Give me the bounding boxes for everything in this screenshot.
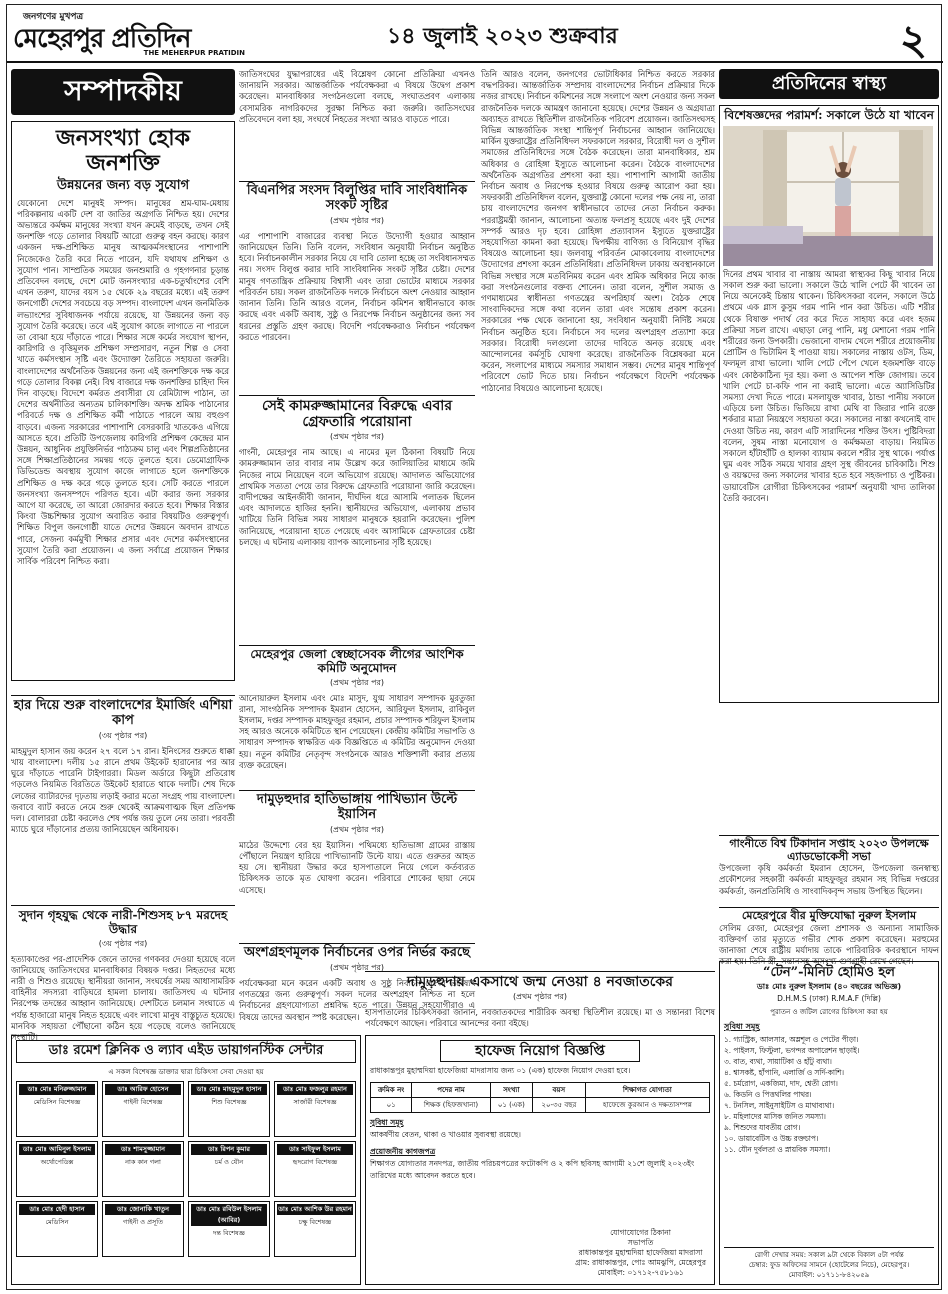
- homeo-title: “টেন”-মিনিট হোমিও হল: [763, 965, 895, 980]
- page-number: ২: [899, 15, 927, 64]
- doctor-card: [188, 1141, 270, 1197]
- doctor-specialty: নাক কান গলা: [125, 1157, 161, 1166]
- homeo-list-item: ১০. ডায়াবেটিস ও উচ্চ রক্তচাপ।: [724, 1133, 819, 1143]
- kamaruzzaman-body: গাংনী, মেহেরপুর নাম আছে। এ নামের মূল ঠিকানা বিষয়টি নিয়ে কামরুজ্জামান তার বাবার নাম উল্লেখ করে জালিয়াতির মাধ্যমে জমি নিজের নামে নিয়েছেন বলে অভিযোগ রয়েছে। আদালত অভিযোগের প্রাথমিক সত্যতা পেয়ে তার বিরুদ্ধে গ্রেফতারি পরোয়ানা জারি করেছেন। বাদীপক্ষের আইনজীবী জানান, দীর্ঘদিন ধরে আসামি পলাতক ছিলেন এবং আদালতে হাজির হননি। স্থানীয়দের অভিযোগ, এলাকায় প্রভাব খাটিয়ে তিনি বিভিন্ন সময় সাধারণ মানুষকে হয়রানি করেছেন। পুলিশ জানিয়েছে, পরোয়ানা হাতে পেয়েছে এবং আসামিকে গ্রেফতারের চেষ্টা চলছে। এ ঘটনায় এলাকায় ব্যাপক আলোচনার সৃষ্টি হয়েছে।: [239, 447, 475, 547]
- homeo-list-item: ৭. টনসিল, সাইনুসাইটিস ও মাথাব্যথা।: [724, 1100, 835, 1110]
- doctor-name: ডাঃ মোঃ মনিরুজ্জামান: [19, 1084, 95, 1095]
- vaccine-article: [719, 835, 939, 905]
- notice-cell: হাফেজে কুরআন ও দক্ষতাসম্পন্ন: [585, 1098, 709, 1113]
- clinic-address: এ সকল বিশেষজ্ঞ ডাক্তার দ্বারা চিকিৎসা সেবা দেওয়া হয়: [108, 1067, 264, 1076]
- notice-table-row: [371, 1098, 710, 1113]
- notice-table: [370, 1082, 710, 1113]
- homeo-list-item: ২. পাইলস, ফিস্টুলা, ভগন্দর অপারেশন ছাড়াই।: [724, 1045, 860, 1055]
- doctor-card: [188, 1201, 270, 1257]
- notice-col-qualification: শিক্ষাগত যোগ্যতা: [585, 1083, 709, 1098]
- doctor-name: ডাঃ আরিফ হোসেন: [105, 1084, 181, 1095]
- editorial-banner: সম্পাদকীয়: [11, 69, 235, 115]
- homeo-degree: D.H.M.S (ঢাকা) R.M.A.F (দিল্লি): [777, 993, 881, 1003]
- damurhuda-headline: দামুড়হুদার হাতিভাঙ্গায় পাখিভ্যান উল্টে ইয়াসিন: [256, 792, 458, 822]
- signer-label: যোগাযোগের ঠিকানা: [610, 1228, 671, 1237]
- masthead: [7, 5, 943, 63]
- homeo-subtitle: পুরাতন ও জটিল রোগের চিকিৎসা করা হয়: [770, 1007, 888, 1016]
- newborn-body: হাসপাতালের চিকিৎসকরা জানান, নবজাতকদের শারীরিক অবস্থা স্থিতিশীল রয়েছে। মা ও সন্তানরা বিশেষ পর্যবেক্ষণে আছেন। পরিবারে আনন্দের বন্যা বইছে।: [365, 1007, 715, 1029]
- newspaper-logo: [13, 9, 253, 59]
- editorial-subhead: উন্নয়নের জন্য বড় সুযোগ: [56, 177, 190, 193]
- right-top-body: তিনি আরও বলেন, জনগণের ভোটাধিকার নিশ্চিত করতে সরকার বদ্ধপরিকর। আন্তর্জাতিক সম্প্রদায় বাংলাদেশের নির্বাচন প্রক্রিয়ার দিকে নজর রাখছে। নির্বাচন কমিশনের সঙ্গে সংলাপে অংশ নেওয়ার জন্য সকল রাজনৈতিক দলকে আমন্ত্রণ জানানো হয়েছে। দেশের উন্নয়ন ও অগ্রযাত্রা অব্যাহত রাখতে স্থিতিশীল রাজনৈতিক পরিবেশ প্রয়োজন। জাতিসংঘসহ বিভিন্ন আন্তর্জাতিক সংস্থা শান্তিপূর্ণ নির্বাচনের আহ্বান জানিয়েছে। মার্কিন যুক্তরাষ্ট্রের প্রতিনিধিদল সফরকালে সরকার, বিরোধী দল ও সুশীল সমাজের প্রতিনিধিদের সঙ্গে বৈঠক করেছেন। তারা মানবাধিকার, শ্রম অধিকার ও রোহিঙ্গা ইস্যুতে আলোচনা করেন। বৈঠকে বাংলাদেশের অর্থনৈতিক অগ্রগতির প্রশংসা করা হয়। পাশাপাশি আগামী জাতীয় নির্বাচন অবাধ ও নিরপেক্ষ হওয়ার বিষয়ে গুরুত্ব আরোপ করা হয়। সফরকারী প্রতিনিধিদল বলেন, যুক্তরাষ্ট্র কোনো দলের পক্ষ নেয় না, তারা চায় বাংলাদেশের জনগণ স্বাধীনভাবে তাদের নেতা নির্বাচন করুক। পররাষ্ট্রমন্ত্রী জানান, আলোচনা অত্যন্ত ফলপ্রসূ হয়েছে এবং দুই দেশের সম্পর্ক আরও দৃঢ় হবে। রোহিঙ্গা প্রত্যাবাসন ইস্যুতে যুক্তরাষ্ট্রের সহযোগিতা কামনা করা হয়েছে। দ্বিপক্ষীয় বাণিজ্য ও বিনিয়োগ বৃদ্ধির বিষয়েও আলোচনা হয়। জলবায়ু পরিবর্তন মোকাবেলায় বাংলাদেশের উদ্যোগের প্রশংসা করেন প্রতিনিধিরা। প্রতিনিধিদল ঢাকায় অবস্থানকালে বিভিন্ন সংস্থার সঙ্গে মতবিনিময় করেন এবং শ্রমিক অধিকার নিয়ে কাজ করা সংগঠনগুলোর বক্তব্য শোনেন। তারা বলেন, সুশীল সমাজ ও গণমাধ্যমের স্বাধীনতা গণতন্ত্রের অপরিহার্য অংশ। বৈঠক শেষে সাংবাদিকদের সঙ্গে কথা বলেন তারা এবং সন্তোষ প্রকাশ করেন। সরকারের পক্ষ থেকে জানানো হয়, সংবিধান অনুযায়ী নির্দিষ্ট সময়ে নির্বাচন অনুষ্ঠিত হবে। নির্বাচনে সব দলের অংশগ্রহণ প্রত্যাশা করে সরকার। বিরোধী দলগুলো তাদের দাবিতে অনড় রয়েছে এবং আন্দোলনের কর্মসূচি ঘোষণা করেছে। রাজনৈতিক বিশ্লেষকরা মনে করেন, সংলাপের মাধ্যমে সমস্যার সমাধান সম্ভব। দেশের মানুষ শান্তিপূর্ণ পরিবেশে ভোট দিতে চায়। নির্বাচন পর্যবেক্ষণে বিদেশি পর্যবেক্ষক পাঠানোর বিষয়েও আলোচনা হয়েছে।: [481, 69, 715, 393]
- homeo-list-item: ৫. চর্মরোগ, একজিমা, দাদ, শ্বেতী রোগ।: [724, 1078, 838, 1088]
- doctor-name: ডাঃ জোনাকি খাতুন: [105, 1204, 181, 1215]
- notice-col-count: সংখ্যা: [490, 1083, 532, 1098]
- homeo-list-item: ৩. বাত, ব্যথা, সায়াটিকা ও হাঁটু ব্যথা।: [724, 1056, 832, 1066]
- editorial-headline: জনসংখ্যা হোক জনশক্তি: [56, 125, 190, 177]
- doctor-card: [16, 1081, 98, 1137]
- health-banner: প্রতিদিনের স্বাস্থ্য: [719, 69, 939, 99]
- doctor-card: [274, 1141, 356, 1197]
- freedom-fighter-body: সেলিম রেজা, মেহেরপুর জেলা প্রশাসক ও অন্যান্য সামাজিক ব্যক্তিবর্গ তার মৃত্যুতে গভীর শোক প্রকাশ করেছেন। মরহুমের জানাজা শেষে রাষ্ট্রীয় মর্যাদায় তাকে পারিবারিক কবরস্থানে দাফন করা হয়। তিনি স্ত্রী, সন্তানসহ অসংখ্য গুণগ্রাহী রেখে গেছেন।: [719, 922, 939, 967]
- benefits-text: আকর্ষণীয় বেতন, থাকা ও খাওয়ার সুব্যবস্থা রয়েছে।: [370, 1130, 521, 1140]
- homeo-list: [724, 1034, 934, 1155]
- clinic-ad: [11, 1035, 361, 1285]
- homeo-ad: [719, 961, 939, 1285]
- homeo-doctor: ডাঃ মোঃ নুরুল ইসলাম (৪০ বছরের অভিজ্ঞ): [756, 981, 902, 991]
- election-dateline: (প্রথম পৃষ্ঠার পর): [329, 962, 385, 972]
- asia-cup-body: মাহমুদুল হাসান জয় করেন ২৭ বলে ১৭ রান। ইনিংসের শুরুতে ধাক্কা খায় বাংলাদেশ। দলীয় ১৫ রানে প্রথম উইকেট হারানোর পর আর ঘুরে দাঁড়াতে পারেনি টাইগাররা। মিডল অর্ডারে কিছুটা প্রতিরোধ গড়লেও নিয়মিত বিরতিতে উইকেট হারাতে থাকে দলটি। শেষ দিকে লেজের ব্যাটারদের দৃঢ়তায় লড়াই করার মতো সংগ্রহ পায় বাংলাদেশ। জবাবে ব্যাট করতে নেমে শুরু থেকেই আক্রমণাত্মক ছিল প্রতিপক্ষ দল। বোলাররা চেষ্টা করলেও শেষ পর্যন্ত জয় তুলে নেয় তারা। পরবর্তী ম্যাচে ঘুরে দাঁড়ানোর প্রত্যয় জানিয়েছেন অধিনায়ক।: [11, 745, 235, 835]
- editorial-body: যেকোনো দেশে মানুষই সম্পদ। মানুষের শ্রম-ঘাম-মেধায় পরিকল্পনায় একটি দেশ বা জাতির অগ্রগতি নিশ্চিত হয়। দেশের অভ্যন্তরে কর্মক্ষম মানুষের সংখ্যা যখন ক্রমেই বাড়ছে, তখন সেই জনশক্তি গড়ে তোলার বিষয়টি আরো গুরুত্ব বহন করছে। কারণ একজন দক্ষ-প্রশিক্ষিত মানুষ আত্মকর্মসংস্থানের পাশাপাশি নিজেকেও তৈরি করে নিতে পারেন, যদি যথাযথ প্রশিক্ষণ ও সুযোগ পান। সাম্প্রতিক সময়ের জনশুমারি ও গৃহগণনার চূড়ান্ত প্রতিবেদন বলছে, দেশে মোট জনসংখ্যার এক-চতুর্থাংশের বেশি এখন তরুণ, যাদের বয়স ১৫ থেকে ২৯ বছরের মধ্যে। এই তরুণ জনগোষ্ঠী দেশের সবচেয়ে বড় সম্পদ। বাংলাদেশ এখন জনমিতিক লভ্যাংশের সুবিধাজনক পর্যায়ে রয়েছে, যা উন্নয়নের জন্য বড় সুযোগ তৈরি করেছে। তবে এই সুযোগ কাজে লাগাতে না পারলে তা বোঝা হয়ে দাঁড়াতে পারে। শিক্ষার সঙ্গে কর্মের সংযোগ স্থাপন, কারিগরি ও বৃত্তিমূলক প্রশিক্ষণ সম্প্রসারণ, নতুন শিল্প ও সেবা খাতে কর্মসংস্থান সৃষ্টি এবং উদ্যোক্তা তৈরিতে সহায়তা জরুরি। বাংলাদেশের অর্থনৈতিক উন্নয়নের জন্য এই জনশক্তিকে দক্ষ করে গড়ে তোলার বিকল্প নেই। বিশ্ব বাজারে দক্ষ জনশক্তির চাহিদা দিন দিন বাড়ছে। বিদেশে কর্মরত প্রবাসীরা যে রেমিট্যান্স পাঠান, তা দেশের অর্থনীতির অন্যতম চালিকাশক্তি। অদক্ষ শ্রমিক পাঠানোর পরিবর্তে দক্ষ ও প্রশিক্ষিত কর্মী পাঠাতে পারলে আয় বহুগুণ বাড়বে। এজন্য সরকারের পাশাপাশি বেসরকারি খাতকেও এগিয়ে আসতে হবে। প্রতিটি উপজেলায় কারিগরি প্রশিক্ষণ কেন্দ্রের মান উন্নয়ন, আধুনিক প্রযুক্তিনির্ভর পাঠ্যক্রম চালু এবং শিল্পপ্রতিষ্ঠানের সঙ্গে শিক্ষাপ্রতিষ্ঠানের সমন্বয় গড়ে তুলতে হবে। ডেমোগ্রাফিক ডিভিডেন্ড অবস্থায় সুযোগ কাজে লাগাতে হলে জনশক্তিকে প্রশিক্ষিত ও দক্ষ করে গড়ে তুলতে হবে। সেটি করতে পারলে জনসংখ্যা জনসম্পদে পরিণত হবে। এটা করার জন্য সরকার আগে যা করেছে, তা আরো জোরদার করতে হবে। শিক্ষার বিস্তার কিংবা উচ্চশিক্ষার সুযোগ অবারিত করার বিষয়টিও গুরুত্বপূর্ণ। শিক্ষিত বিপুল জনগোষ্ঠী যাতে দেশের উন্নয়নে অবদান রাখতে পারে, সেজন্য কর্মমুখী শিক্ষার প্রসার এবং দেশের কর্মসংস্থানের সুযোগ তৈরি করা প্রয়োজন। এ জন্য সর্বাগ্রে প্রয়োজন শিক্ষার সার্বিক পরিবেশ নিশ্চিত করা।: [17, 197, 229, 567]
- health-headline: বিশেষজ্ঞদের পরামর্শ: সকালে উঠে যা খাবেন: [724, 108, 934, 122]
- notice-cell: শিক্ষক (হিফজখানা): [412, 1098, 490, 1113]
- doctor-card: [102, 1201, 184, 1257]
- election-body: পর্যবেক্ষকরা মনে করেন একটি অবাধ ও সুষ্ঠু নির্বাচন দেশের ভবিষ্যৎ গণতন্ত্রের জন্য গুরুত্বপূর্ণ। সকল দলের অংশগ্রহণ নিশ্চিত না হলে নির্বাচনের গ্রহণযোগ্যতা প্রশ্নবিদ্ধ হতে পারে। উন্নয়ন সহযোগীরাও এ বিষয়ে তাদের অবস্থান স্পষ্ট করেছেন।: [239, 977, 475, 1022]
- doctor-specialty: দন্ত বিশেষজ্ঞ: [213, 1228, 245, 1237]
- election-headline: অংশগ্রহণমূলক নির্বাচনের ওপর নির্ভর করছে: [244, 945, 470, 960]
- health-section: [719, 69, 939, 709]
- newborn-article: [365, 971, 715, 1031]
- signer-address: গ্রাম: রাধাকান্তপুর, পোঃ আমঝুপি, মেহেরপুর: [575, 1258, 706, 1267]
- benefits-title: সুবিধা সমূহ: [370, 1118, 404, 1128]
- doctor-name: ডাঃ মোঃ আমিনুল ইসলাম: [19, 1144, 95, 1155]
- damurhuda-body: মাঠের উদ্দেশ্যে বের হয় ইয়াসিন। পথিমধ্যে হাতিভাঙ্গা গ্রামের রাস্তায় পৌঁছালে নিয়ন্ত্রণ হারিয়ে পাখিভ্যানটি উল্টে যায়। এতে গুরুতর আহত হয় সে। স্থানীয়রা উদ্ধার করে হাসপাতালে নিয়ে গেলে কর্তব্যরত চিকিৎসক তাকে মৃত ঘোষণা করেন। পরিবারে শোকের ছায়া নেমে এসেছে।: [239, 839, 475, 895]
- freedom-fighter-article: [719, 907, 939, 967]
- right-top-article: [481, 69, 715, 969]
- notice-title: হাফেজ নিয়োগ বিজ্ঞপ্তি: [440, 1040, 640, 1062]
- newborn-dateline: (প্রথম পৃষ্ঠার পর): [512, 992, 568, 1002]
- doctor-card: [16, 1141, 98, 1197]
- vaccine-body: উপজেলা কৃষি কর্মকর্তা ইমরান হোসেন, উপজেলা জনস্বাস্থ্য প্রকৌশলের সহকারী কর্মকর্তা মাহফুজুর রহমান সহ বিভিন্ন দপ্তরের কর্মকর্তা, জনপ্রতিনিধি ও সাংবাদিকবৃন্দ সভায় উপস্থিত ছিলেন।: [719, 863, 939, 896]
- kamaruzzaman-dateline: (প্রথম পৃষ্ঠার পর): [329, 432, 385, 442]
- newspaper-english-name: THE MEHERPUR PRATIDIN: [143, 49, 245, 57]
- doctor-name: ডাঃ সাইফুল ইসলাম: [277, 1144, 353, 1155]
- asia-cup-article: [11, 695, 235, 900]
- doctor-card: [102, 1081, 184, 1137]
- kamaruzzaman-headline: সেই কামরুজ্জামানের বিরুদ্ধে এবার গ্রেফতারি পরোয়ানা: [261, 398, 453, 431]
- doctor-specialty: শিশু বিশেষজ্ঞ: [211, 1097, 247, 1106]
- rescue-article: [11, 905, 235, 1043]
- woman-stretching-image: [723, 126, 933, 266]
- homeo-list-item: ৮. মহিলাদের মাসিক জনিত সমস্যা।: [724, 1111, 826, 1121]
- doctor-name: ডাঃ রিপন কুমার: [191, 1144, 267, 1155]
- health-box: [719, 105, 939, 703]
- doctor-specialty: চক্ষু বিশেষজ্ঞ: [298, 1217, 332, 1226]
- bnp-headline: বিএনপির সংসদ বিলুপ্তির দাবি সাংবিধানিক সংকট সৃষ্টির: [246, 183, 468, 213]
- homeo-list-title: সুবিধা সমূহ: [724, 1021, 760, 1031]
- doctor-grid: [16, 1081, 356, 1257]
- editorial-box: [11, 121, 235, 681]
- asia-cup-dateline: (৩য় পৃষ্ঠার পর): [98, 730, 148, 740]
- doctor-specialty: চর্ম ও যৌন: [214, 1157, 244, 1166]
- freedom-fighter-headline: মেহেরপুরে বীর মুক্তিযোদ্ধা নুরুল ইসলাম: [741, 909, 917, 922]
- damurhuda-article: [239, 790, 475, 940]
- doctor-specialty: গাইনী ও প্রসূতি: [122, 1217, 164, 1226]
- issue-date: ১৪ জুলাই ২০২৩ শুক্রবার: [387, 23, 618, 49]
- doctor-name: ডাঃ শামসুজ্জামান: [105, 1144, 181, 1155]
- homeo-hours: রোগী দেখার সময়: সকাল ৯টা থেকে বিকাল ৫টা পর্যন্ত: [754, 1251, 904, 1259]
- signer-title: সভাপতি: [627, 1238, 654, 1247]
- doctor-specialty: মেডিসিন বিশেষজ্ঞ: [33, 1097, 81, 1106]
- league-headline: মেহেরপুর জেলা স্বেচ্ছাসেবক লীগের আংশিক কমিটি অনুমোদন: [250, 647, 464, 675]
- doctor-name: ডাঃ মোঃ হেদী হাসান: [19, 1204, 95, 1215]
- clinic-title: ডাঃ রমেশ ক্লিনিক ও ল্যাব এইড ডায়াগনস্টিক সেন্টার: [16, 1040, 356, 1063]
- doctor-name: ডাঃ মোঃ রবিউল ইসলাম (আবির): [191, 1204, 267, 1226]
- signer-phone: মোবাইল: ০১৭১২-৭৫৮১৬১: [597, 1268, 684, 1277]
- doctor-card: [16, 1201, 98, 1257]
- doctor-specialty: অর্থোপেডিক্স: [40, 1157, 74, 1166]
- doctor-card: [188, 1081, 270, 1137]
- asia-cup-headline: হার দিয়ে শুরু বাংলাদেশের ইমার্জিং এশিয়া কাপ: [13, 698, 233, 728]
- signer-org: রাধাকান্তপুর মুহাম্মদিয়া হাফেজিয়া মাদরাসা: [578, 1248, 703, 1257]
- league-article: [239, 645, 475, 785]
- rescue-headline: সুদান গৃহযুদ্ধ থেকে নারী-শিশুসহ ৮৭ মরদেহ উদ্ধার: [18, 908, 228, 936]
- rescue-dateline: (৩য় পৃষ্ঠার পর): [98, 938, 148, 948]
- doctor-specialty: সার্জারী বিশেষজ্ঞ: [293, 1097, 337, 1106]
- doctor-specialty: গাইনী বিশেষজ্ঞ: [123, 1097, 163, 1106]
- notice-col-serial: ক্রমিক নং: [371, 1083, 412, 1098]
- health-body: দিনের প্রথম খাবার বা নাস্তায় আমরা স্বাস্থ্যকর কিছু খাবার নিয়ে সকাল শুরু করা ভালো। সকালে উঠে খালি পেটে কী খাবেন তা নিয়ে অনেকেই চিন্তায় থাকেন। চিকিৎসকরা বলেন, সকালে উঠে প্রথমে এক গ্লাস কুসুম গরম পানি পান করা উচিত। এটি শরীর থেকে বিষাক্ত পদার্থ বের করে দিতে সাহায্য করে এবং হজম প্রক্রিয়া সচল রাখে। এছাড়া লেবু পানি, মধু মেশানো গরম পানি শরীরের জন্য উপকারী। ভেজানো বাদাম খেলে শরীরে প্রয়োজনীয় প্রোটিন ও ভিটামিন ই পাওয়া যায়। সকালের নাস্তায় ওটস, ডিম, ফলমূল রাখা ভালো। খালি পেটে পেঁপে খেলে হজমশক্তি বাড়ে এবং কোষ্ঠকাঠিন্য দূর হয়। কলা ও আপেল শক্তি জোগায়। তবে খালি পেটে চা-কফি পান না করাই ভালো। এতে অ্যাসিডিটির সমস্যা দেখা দিতে পারে। মসলাযুক্ত খাবার, ঠান্ডা পানীয় সকালে এড়িয়ে চলা উচিত। ভিজিয়ে রাখা মেথি বা জিরার পানি রক্তে শর্করার মাত্রা নিয়ন্ত্রণে সহায়তা করে। সকালের নাস্তা কখনোই বাদ দেওয়া উচিত নয়, কারণ এটি সারাদিনের শক্তির উৎস। পুষ্টিবিদরা বলেন, সুষম নাস্তা মনোযোগ ও কর্মক্ষমতা বাড়ায়। নিয়মিত সকালে হাঁটাহাঁটি ও হালকা ব্যায়াম করলে শরীর সুস্থ থাকে। পর্যাপ্ত ঘুম এবং সঠিক সময়ে খাবার গ্রহণ সুস্থ জীবনের চাবিকাঠি। শিশু ও বয়স্কদের জন্য সকালের খাবার হতে হবে সহজপাচ্য ও পুষ্টিকর। ডায়াবেটিস রোগীরা চিকিৎসকের পরামর্শ অনুযায়ী খাদ্য তালিকা তৈরি করবেন।: [723, 268, 935, 503]
- doctor-specialty: মেডিসিন: [45, 1217, 69, 1226]
- notice-cell: ০১: [371, 1098, 412, 1113]
- homeo-list-item: ৯. শিশুদের যাবতীয় রোগ।: [724, 1122, 801, 1132]
- notice-col-age: বয়স: [532, 1083, 585, 1098]
- homeo-list-item: ১১. যৌন দুর্বলতা ও স্নায়বিক সমস্যা।: [724, 1144, 831, 1154]
- rescue-body: হত্যাকাণ্ডের পর-প্রাদেশিক জেনে তাদের গণকবর দেওয়া হয়েছে বলে জানিয়েছে জাতিসংঘের মানবাধিকার বিষয়ক দপ্তর। নিহতদের মধ্যে নারী ও শিশুও রয়েছে। স্থানীয়রা জানান, সংঘর্ষের সময় আধাসামরিক বাহিনীর সদস্যরা বাড়িঘরে হামলা চালায়। জাতিসংঘ এ ঘটনার নিরপেক্ষ তদন্তের আহ্বান জানিয়েছে। দেশটিতে চলমান সংঘাতে এ পর্যন্ত হাজারো মানুষ নিহত হয়েছে এবং লাখো মানুষ বাস্তুচ্যুত হয়েছে। মানবিক সহায়তা পৌঁছানো কঠিন হয়ে পড়েছে বলেও জানিয়েছে সংস্থাটি।: [11, 953, 235, 1043]
- bnp-article: [239, 181, 475, 391]
- notice-signature: [575, 1228, 706, 1278]
- requirements-text: শিক্ষাগত যোগ্যতার সনদপত্র, জাতীয় পরিচয়পত্রের ফটোকপি ও ২ কপি ছবিসহ আগামী ২১শে জুলাই ২০২৩ইং তারিখের মধ্যে আবেদন করতে হবে।: [370, 1159, 695, 1181]
- notice-col-post: পদের নাম: [412, 1083, 490, 1098]
- homeo-list-item: ১. গ্যাস্ট্রিক, আলসার, অম্লশূল ও পেটের পীড়া।: [724, 1034, 859, 1044]
- notice-cell: ২০-৩৫ বছর: [532, 1098, 585, 1113]
- league-body: আনোয়ারুল ইসলাম এবং মোঃ মাসুদ, যুগ্ম সাধারণ সম্পাদক মুরতুজা রানা, সাংগঠনিক সম্পাদক ইমরান হোসেন, আরিফুল ইসলাম, রাকিবুল ইসলাম, দপ্তর সম্পাদক মাহফুজুর রহমান, প্রচার সম্পাদক শরিফুল ইসলাম সহ আরও অনেকে কমিটিতে স্থান পেয়েছেন। কেন্দ্রীয় কমিটির সভাপতি ও সাধারণ সম্পাদক স্বাক্ষরিত এক বিজ্ঞপ্তিতে এ কমিটির অনুমোদন দেওয়া হয়। নতুন কমিটির নেতৃবৃন্দ সংগঠনকে আরও শক্তিশালী করার প্রত্যয় ব্যক্ত করেছেন।: [239, 692, 475, 770]
- notice-cell: ০১ (এক): [490, 1098, 532, 1113]
- homeo-address: চেম্বার: ফুড অফিসের সামনে (হোটেলের নিচে), মেহেরপুর।: [748, 1261, 910, 1269]
- homeo-phone: মোবাইল: ০১৭১১-৮৪২০৫৯: [788, 1271, 870, 1279]
- doctor-name: ডাঃ মোঃ আশিক উর রহমান: [278, 1204, 352, 1213]
- doctor-name: ডাঃ মোঃ মাহমুদুল হাসান: [191, 1084, 267, 1095]
- bnp-dateline: (প্রথম পৃষ্ঠার পর): [329, 215, 385, 225]
- requirements-title: প্রয়োজনীয় কাগজপত্র: [370, 1147, 436, 1157]
- mid-top-body: জাতিসংঘের যুদ্ধাপরাধের এই বিশ্লেষণ কোনো প্রতিক্রিয়া এখনও জানায়নি সরকার। আন্তর্জাতিক পর্যবেক্ষকরা এ বিষয়ে উদ্বেগ প্রকাশ করেছেন। মানবাধিকার সংগঠনগুলো বলছে, সংঘাতপ্রবণ এলাকায় বেসামরিক নাগরিকদের সুরক্ষা নিশ্চিত করা জরুরি। জাতিসংঘের প্রতিবেদনে বলা হয়, সংঘর্ষে নিহতের সংখ্যা আরও বাড়তে পারে।: [239, 69, 475, 124]
- notice-table-header: [371, 1083, 710, 1098]
- newspaper-page: [6, 4, 942, 1290]
- editorial-column: [11, 69, 235, 689]
- newborn-headline: দামুড়হুদায় একসাথে জন্ম নেওয়া ৪ নবজাতকের: [407, 974, 673, 990]
- hafez-notice: [365, 1035, 715, 1285]
- doctor-card: [274, 1201, 356, 1257]
- tagline: জনগণের মুখপত্র: [23, 12, 84, 22]
- doctor-card: [274, 1081, 356, 1137]
- notice-intro: রাধাকান্তপুর মুহাম্মদিয়া হাফেজিয়া মাদরাসায় জন্য ০১ (এক) হাফেজ নিয়োগ দেওয়া হবে।: [370, 1066, 631, 1076]
- vaccine-headline: গাংনীতে বিশ্ব টিকাদান সপ্তাহ ২০২৩ উপলক্ষে এ্যাডভোকেসী সভা: [729, 837, 929, 863]
- league-dateline: (প্রথম পৃষ্ঠার পর): [329, 677, 385, 687]
- health-photo: [723, 126, 933, 266]
- kamaruzzaman-article: [239, 395, 475, 640]
- doctor-card: [102, 1141, 184, 1197]
- newspaper-name: মেহেরপুর প্রতিদিন: [13, 24, 191, 54]
- damurhuda-dateline: (প্রথম পৃষ্ঠার পর): [329, 824, 385, 834]
- doctor-specialty: হৃদরোগ বিশেষজ্ঞ: [292, 1157, 338, 1166]
- homeo-list-item: ৬. কিডনি ও পিত্তথলির পাথর।: [724, 1089, 812, 1099]
- bnp-body: এর পাশাপাশি বাজারের ব্যবস্থা নিতে উদ্যোগী হওয়ার আহ্বান জানিয়েছেন তিনি। তিনি বলেন, সংবিধান অনুযায়ী নির্বাচন অনুষ্ঠিত হবে। নির্বাচনকালীন সরকার নিয়ে যে দাবি তোলা হচ্ছে তা সংবিধানসম্মত নয়। সংসদ বিলুপ্ত করার দাবি সাংবিধানিক সংকট সৃষ্টির চেষ্টা। দেশের মানুষ গণতান্ত্রিক প্রক্রিয়ায় বিশ্বাসী এবং তারা ভোটের মাধ্যমে সরকার পরিবর্তন চায়। সকল রাজনৈতিক দলকে নির্বাচনে অংশ নেওয়ার আহ্বান জানান তিনি। তিনি আরও বলেন, নির্বাচন কমিশন স্বাধীনভাবে কাজ করছে এবং একটি অবাধ, সুষ্ঠু ও নিরপেক্ষ নির্বাচন অনুষ্ঠানের জন্য সব ধরনের প্রস্তুতি গ্রহণ করছে। বিদেশি পর্যবেক্ষকরাও নির্বাচন পর্যবেক্ষণ করতে পারবেন।: [239, 230, 475, 342]
- homeo-footer: [724, 1247, 934, 1280]
- homeo-list-item: ৪. শ্বাসকষ্ট, হাঁপানি, এলার্জি ও সর্দি-কাশি।: [724, 1067, 845, 1077]
- mid-top-article: [239, 69, 475, 179]
- doctor-name: ডাঃ মোঃ ফজলুর রহমান: [277, 1084, 353, 1095]
